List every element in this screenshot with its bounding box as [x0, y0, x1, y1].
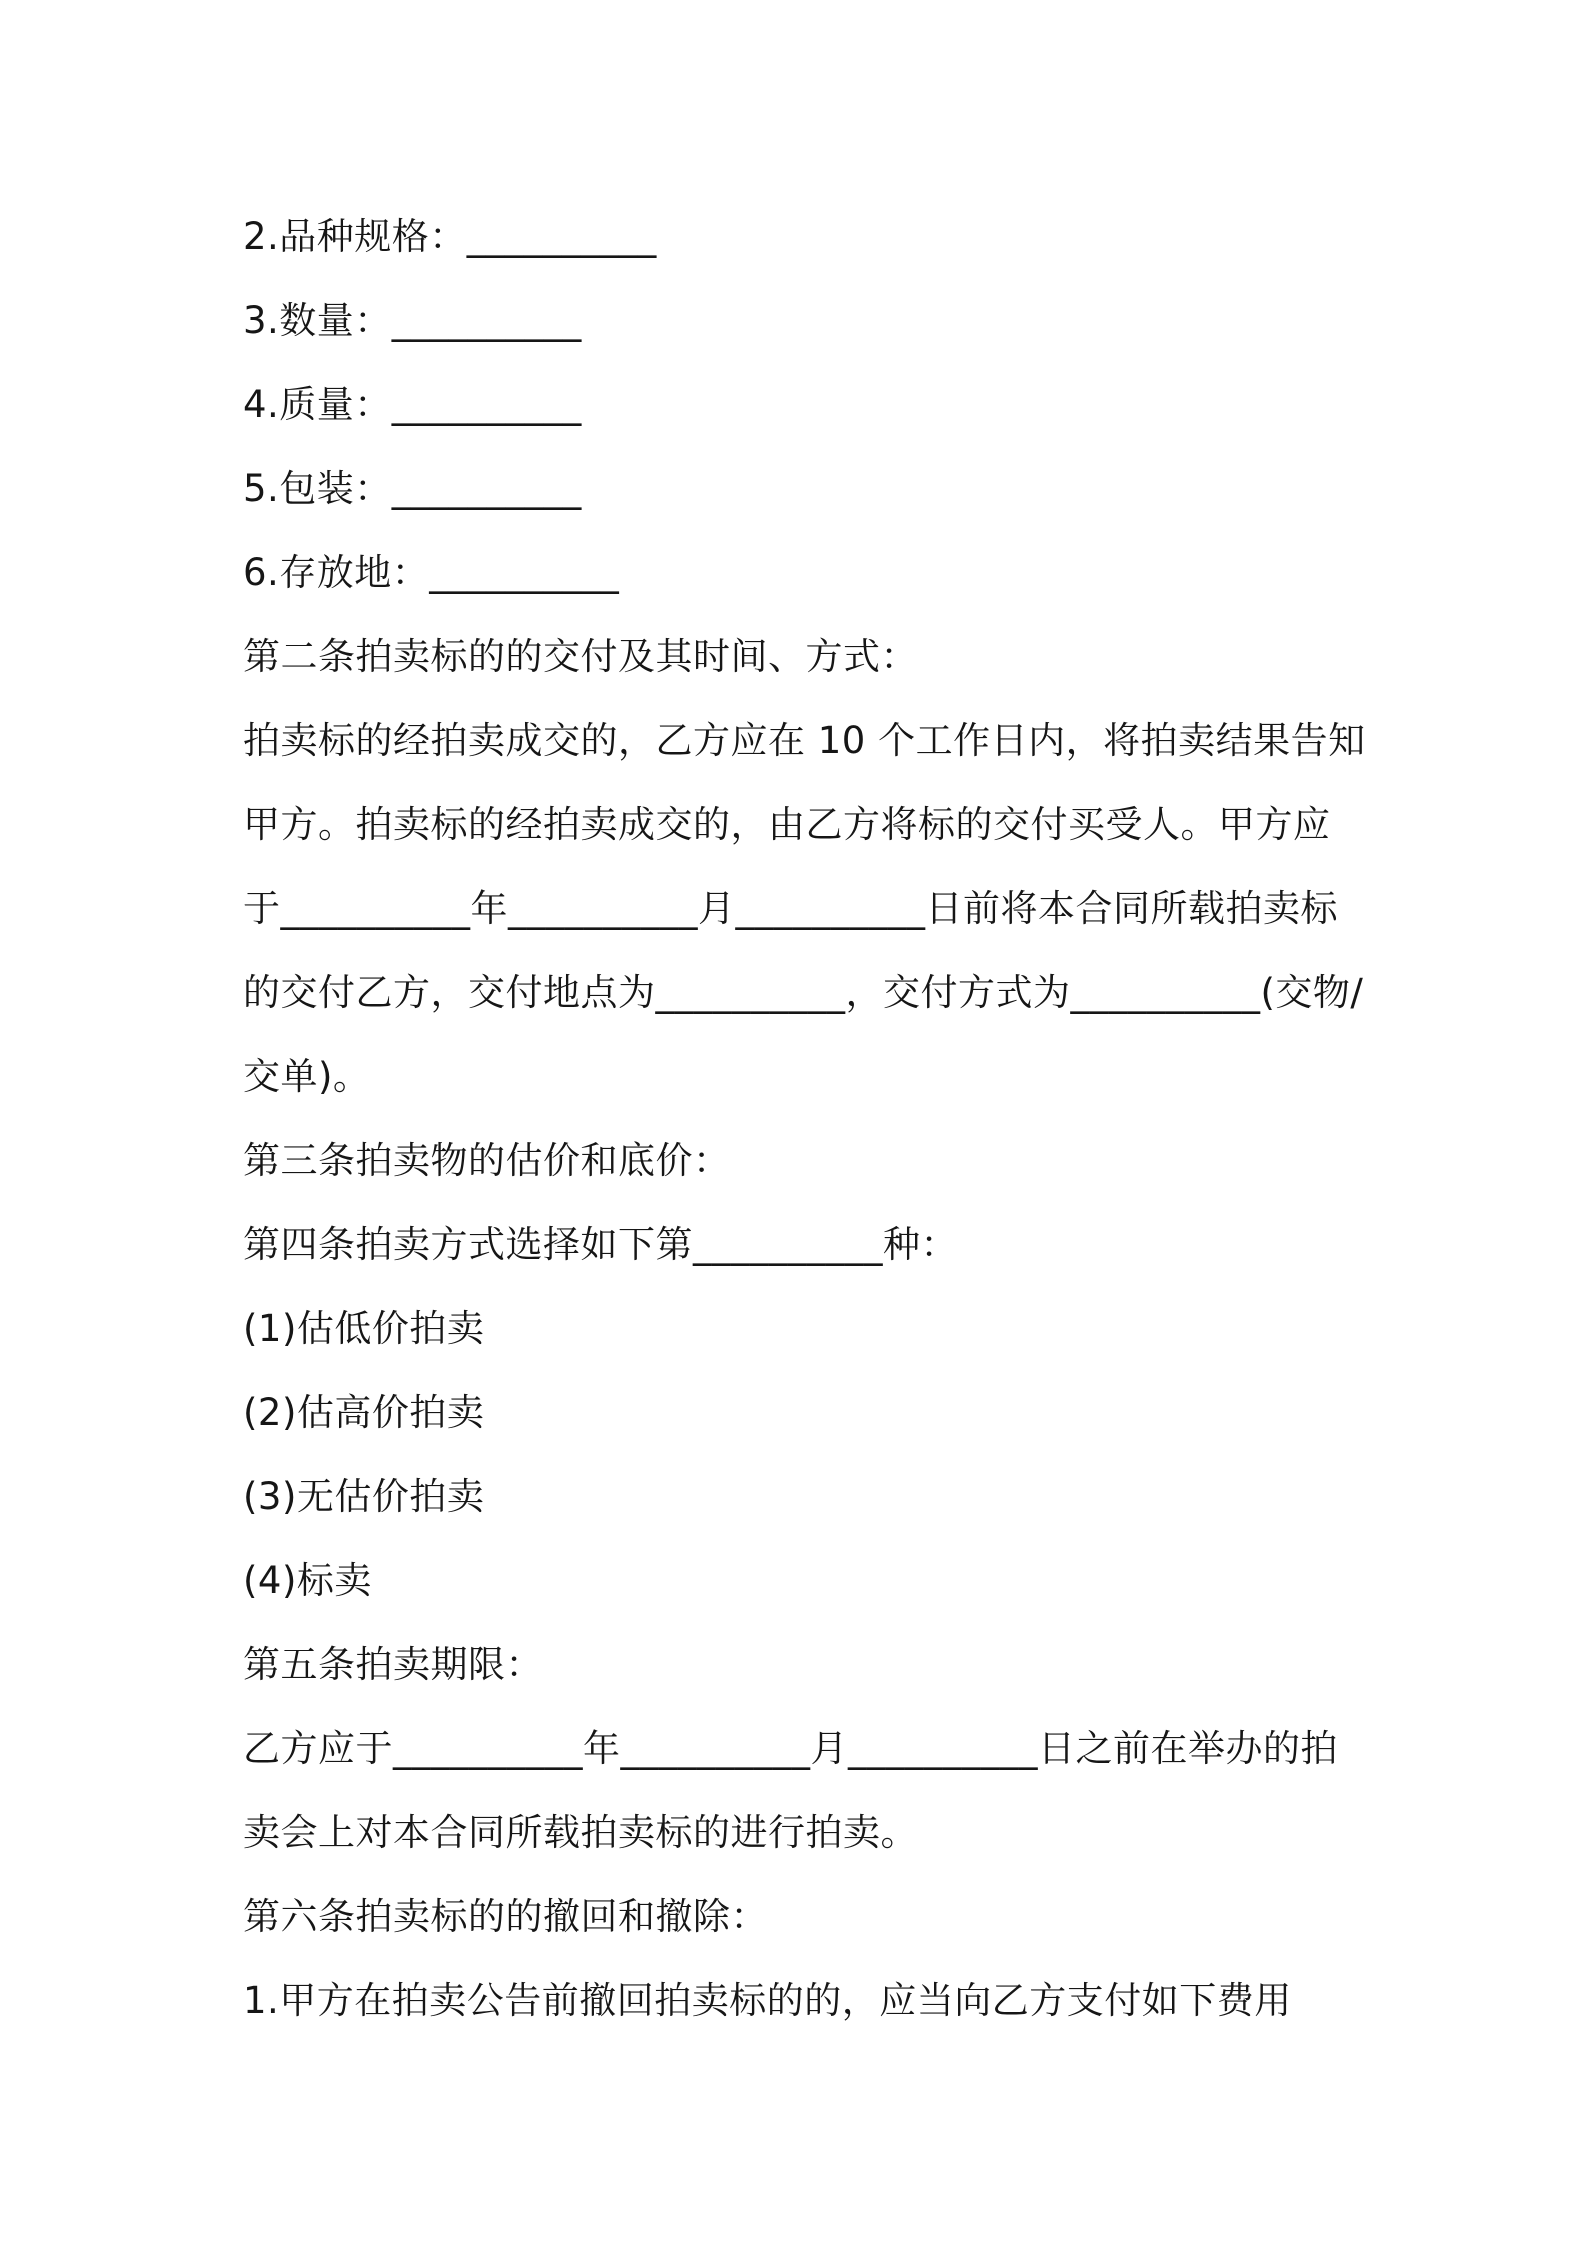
article-2-text-line-5: 交单)。 [243, 1055, 371, 1098]
article-2-text-line-4: 的交付乙方，交付地点为__________，交付方式为__________(交物/ [243, 971, 1364, 1014]
auction-option-4: (4)标卖 [243, 1559, 372, 1602]
article-2-heading: 第二条拍卖标的的交付及其时间、方式： [243, 635, 918, 678]
article-4-heading: 第四条拍卖方式选择如下第__________种： [243, 1223, 958, 1266]
auction-option-2: (2)估高价拍卖 [243, 1391, 485, 1434]
article-3-heading: 第三条拍卖物的估价和底价： [243, 1139, 731, 1182]
auction-option-3: (3)无估价拍卖 [243, 1475, 485, 1518]
item-variety-spec: 2.品种规格：__________ [243, 215, 657, 258]
article-6-heading: 第六条拍卖标的的撤回和撤除： [243, 1895, 768, 1938]
item-quality: 4.质量：__________ [243, 383, 582, 426]
article-6-item-1: 1.甲方在拍卖公告前撤回拍卖标的的，应当向乙方支付如下费用 [243, 1979, 1292, 2022]
item-quantity: 3.数量：__________ [243, 299, 582, 342]
article-5-heading: 第五条拍卖期限： [243, 1643, 543, 1686]
article-2-text-line-1: 拍卖标的经拍卖成交的，乙方应在 10 个工作日内，将拍卖结果告知 [243, 719, 1366, 762]
item-packaging: 5.包装：__________ [243, 467, 582, 510]
item-storage-location: 6.存放地：__________ [243, 551, 620, 594]
article-2-text-line-2: 甲方。拍卖标的经拍卖成交的，由乙方将标的交付买受人。甲方应 [243, 803, 1331, 846]
document-body [243, 195, 1366, 2043]
article-5-text-line-1: 乙方应于__________年__________月__________日之前在举办的拍 [243, 1727, 1338, 1770]
auction-option-1: (1)估低价拍卖 [243, 1307, 485, 1350]
article-2-text-line-3: 于__________年__________月__________日前将本合同所载拍卖标 [243, 887, 1338, 930]
article-5-text-line-2: 卖会上对本合同所载拍卖标的进行拍卖。 [243, 1811, 918, 1854]
